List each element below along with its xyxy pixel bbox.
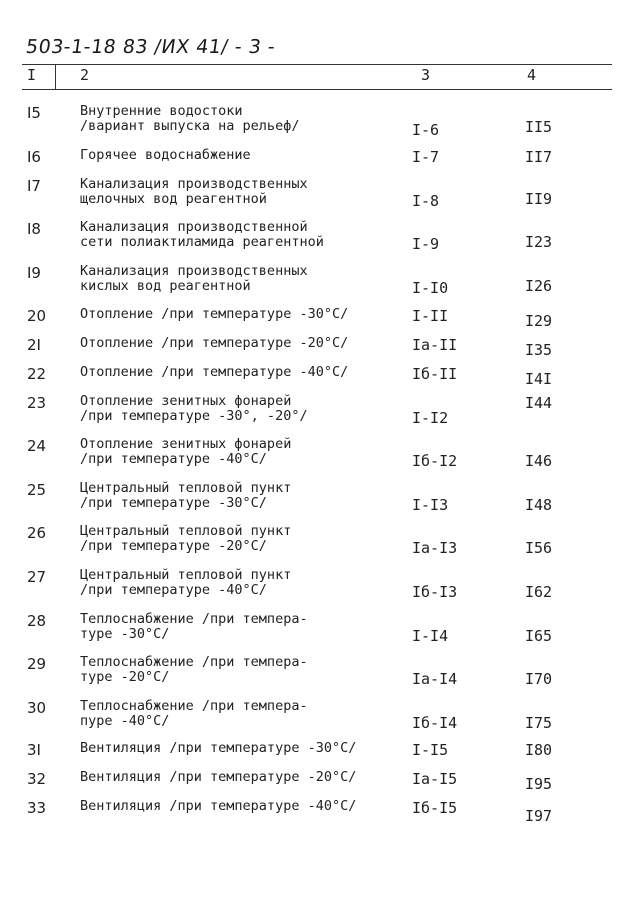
row-title: Вентиляция /при температуре -30°C/	[80, 740, 357, 756]
row-sheet-mark: Ia-I3	[412, 539, 458, 557]
row-page-number: II9	[525, 190, 553, 208]
row-page-number: I80	[525, 741, 553, 759]
column-header-2: 2	[80, 66, 90, 84]
row-page-number: I70	[525, 670, 553, 688]
row-number: 23	[27, 394, 47, 412]
row-page-number: I29	[525, 312, 553, 330]
row-sheet-mark: Ia-I4	[412, 670, 458, 688]
row-number: 3I	[27, 741, 41, 759]
row-page-number: I26	[525, 277, 553, 295]
row-sheet-mark: I-I2	[412, 409, 449, 427]
row-sheet-mark: I-I5	[412, 741, 449, 759]
row-title: Горячее водоснабжение	[80, 147, 251, 163]
row-number: 25	[27, 481, 47, 499]
row-page-number: I62	[525, 583, 553, 601]
row-title: Теплоснабжение /при темпера- туре -30°C/	[80, 611, 308, 642]
row-sheet-mark: Iб-II	[412, 365, 458, 383]
column-header-4: 4	[527, 66, 537, 84]
row-title: Отопление зенитных фонарей /при температуре -30°, -20°/	[80, 393, 308, 424]
row-number: 27	[27, 568, 47, 586]
row-page-number: I4I	[525, 370, 553, 388]
row-sheet-mark: Iб-I3	[412, 583, 458, 601]
row-page-number: I23	[525, 233, 553, 251]
row-title: Канализация производственных кислых вод реагентной	[80, 263, 308, 294]
row-page-number: II7	[525, 148, 553, 166]
column-header-3: 3	[421, 66, 431, 84]
row-number: 30	[27, 699, 47, 717]
row-title: Отопление зенитных фонарей /при температуре -40°C/	[80, 436, 292, 467]
row-title: Центральный тепловой пункт /при температуре -30°C/	[80, 480, 292, 511]
row-sheet-mark: I-9	[412, 235, 440, 253]
row-page-number: I56	[525, 539, 553, 557]
row-title: Отопление /при температуре -40°C/	[80, 364, 349, 380]
row-page-number: I75	[525, 714, 553, 732]
row-sheet-mark: Ia-I5	[412, 770, 458, 788]
row-page-number: I95	[525, 775, 553, 793]
row-sheet-mark: Iб-I4	[412, 714, 458, 732]
row-title: Отопление /при температуре -30°C/	[80, 306, 349, 322]
row-page-number: I44	[525, 394, 553, 412]
row-page-number: I35	[525, 341, 553, 359]
row-number: I8	[27, 220, 41, 238]
row-page-number: I48	[525, 496, 553, 514]
row-number: 22	[27, 365, 47, 383]
row-number: 20	[27, 307, 47, 325]
row-title: Центральный тепловой пункт /при температуре -20°C/	[80, 523, 292, 554]
row-title: Отопление /при температуре -20°C/	[80, 335, 349, 351]
row-title: Канализация производственной сети полиактиламида реагентной	[80, 219, 324, 250]
row-title: Вентиляция /при температуре -20°C/	[80, 769, 357, 785]
row-page-number: I97	[525, 807, 553, 825]
row-number: 32	[27, 770, 47, 788]
row-number: I9	[27, 264, 41, 282]
row-sheet-mark: I-I4	[412, 627, 449, 645]
row-number: I6	[27, 148, 41, 166]
row-number: 28	[27, 612, 47, 630]
row-number: 26	[27, 524, 47, 542]
row-number: 2I	[27, 336, 41, 354]
row-sheet-mark: I-6	[412, 121, 440, 139]
document-code: 503-1-18 83 /ИХ 41/ - 3 -	[24, 36, 277, 58]
row-sheet-mark: Iб-I2	[412, 452, 458, 470]
column-header-1: I	[27, 66, 37, 84]
row-page-number: I46	[525, 452, 553, 470]
row-number: 33	[27, 799, 47, 817]
row-number: 24	[27, 437, 47, 455]
row-title: Внутренние водостоки /вариант выпуска на рельеф/	[80, 103, 300, 134]
row-sheet-mark: I-8	[412, 192, 440, 210]
row-number: 29	[27, 655, 47, 673]
row-number: I7	[27, 177, 41, 195]
row-number: I5	[27, 104, 41, 122]
row-sheet-mark: Iб-I5	[412, 799, 458, 817]
row-title: Центральный тепловой пункт /при температуре -40°C/	[80, 567, 292, 598]
row-title: Вентиляция /при температуре -40°C/	[80, 798, 357, 814]
row-sheet-mark: Ia-II	[412, 336, 458, 354]
row-page-number: I65	[525, 627, 553, 645]
row-sheet-mark: I-II	[412, 307, 449, 325]
row-page-number: II5	[525, 118, 553, 136]
row-title: Теплоснабжение /при темпера- туре -20°C/	[80, 654, 308, 685]
row-title: Теплоснабжение /при темпера- пуре -40°C/	[80, 698, 308, 729]
row-title: Канализация производственных щелочных вод реагентной	[80, 176, 308, 207]
row-sheet-mark: I-I3	[412, 496, 449, 514]
row-sheet-mark: I-I0	[412, 279, 449, 297]
row-sheet-mark: I-7	[412, 148, 440, 166]
